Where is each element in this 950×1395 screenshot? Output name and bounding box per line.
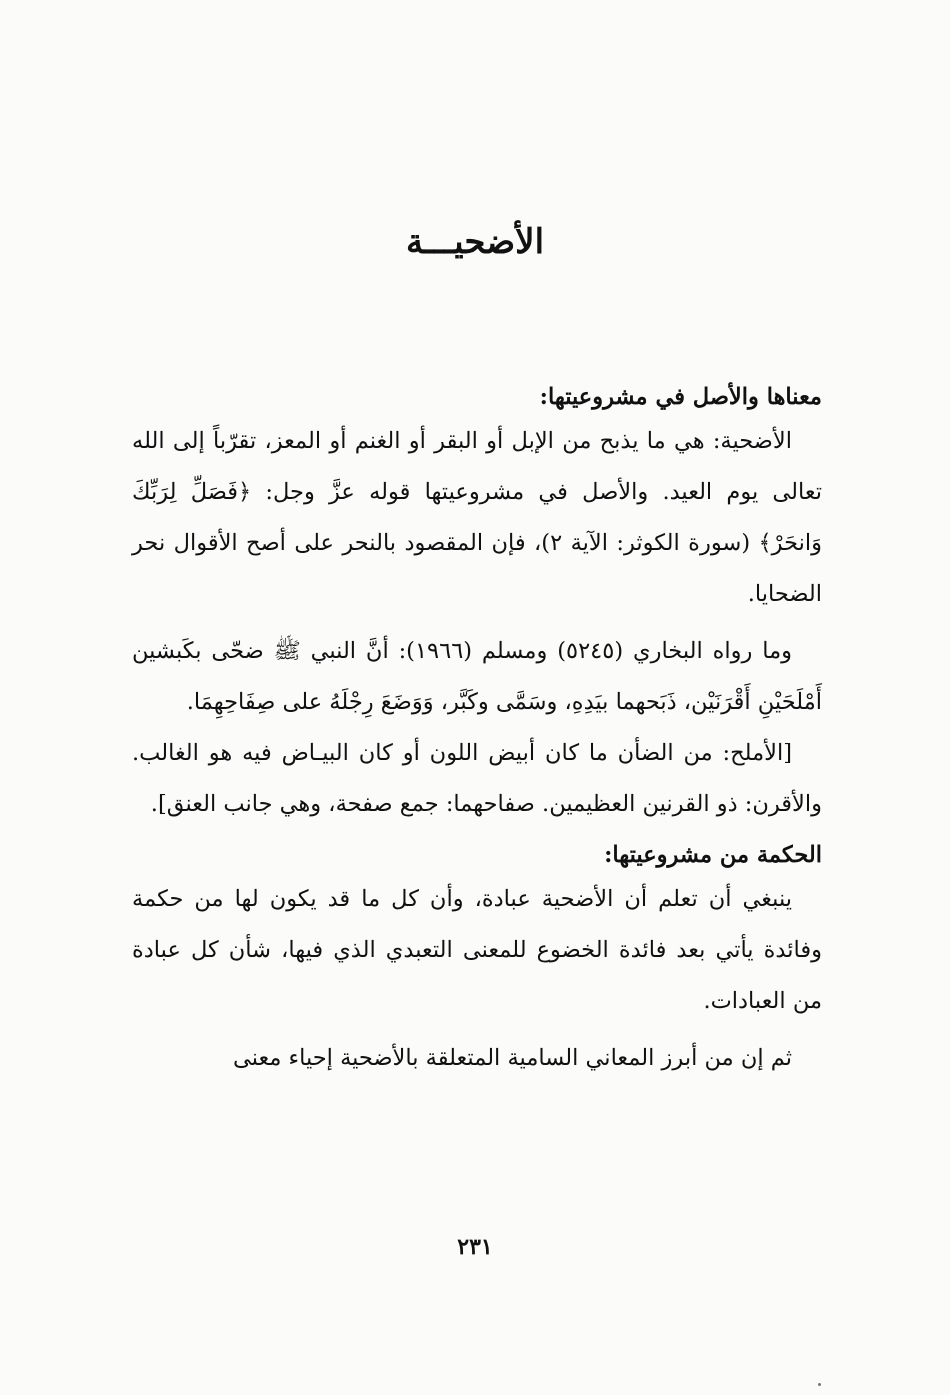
paragraph-final: ثم إن من أبرز المعاني السامية المتعلقة بالأضحية إحياء معنى bbox=[232, 1045, 792, 1071]
body-text bbox=[132, 378, 822, 1084]
section-heading-wisdom: الحكمة من مشروعيتها: bbox=[604, 842, 822, 868]
paragraph-definition: الأضحية: هي ما يذبح من الإبل أو البقر أو الغنم أو المعز، تقرّباً إلى الله تعالى يوم العيد. والأصل في مشروعيتها قوله عزَّ وجل: ﴿فَصَلِّ لِرَبِّكَ وَانحَرْ﴾ (سورة الكوثر: الآية ٢)، فإن المقصود بالنحر على أصح الأقوال نحر الضحايا. bbox=[132, 428, 822, 607]
page-title: الأضحيـــة bbox=[405, 222, 545, 262]
scan-speck bbox=[818, 1383, 821, 1386]
section-heading-definition: معناها والأصل في مشروعيتها: bbox=[539, 384, 822, 410]
paragraph-hadith: وما رواه البخاري (٥٢٤٥) ومسلم (١٩٦٦): أنَّ النبي ﷺ ضحّى بكَبشين أَمْلَحَيْنِ أَقْرَنَيْن، ذَبَحهما بيَدِهِ، وسَمَّى وكَبَّر، وَوَضَعَ رِجْلَهُ على صِفَاحِهِمَا. bbox=[132, 638, 822, 715]
page-number: ٢٣١ bbox=[457, 1234, 493, 1260]
paragraph-wisdom: ينبغي أن تعلم أن الأضحية عبادة، وأن كل ما قد يكون لها من حكمة وفائدة يأتي بعد فائدة الخضوع للمعنى التعبدي الذي فيها، شأن كل عبادة من العبادات. bbox=[132, 886, 822, 1014]
paragraph-glossary: [الأملح: من الضأن ما كان أبيض اللون أو كان البيـاض فيه هو الغالب. والأقرن: ذو القرنين العظيمين. صفاحهما: جمع صفحة، وهي جانب العنق]. bbox=[132, 740, 822, 817]
